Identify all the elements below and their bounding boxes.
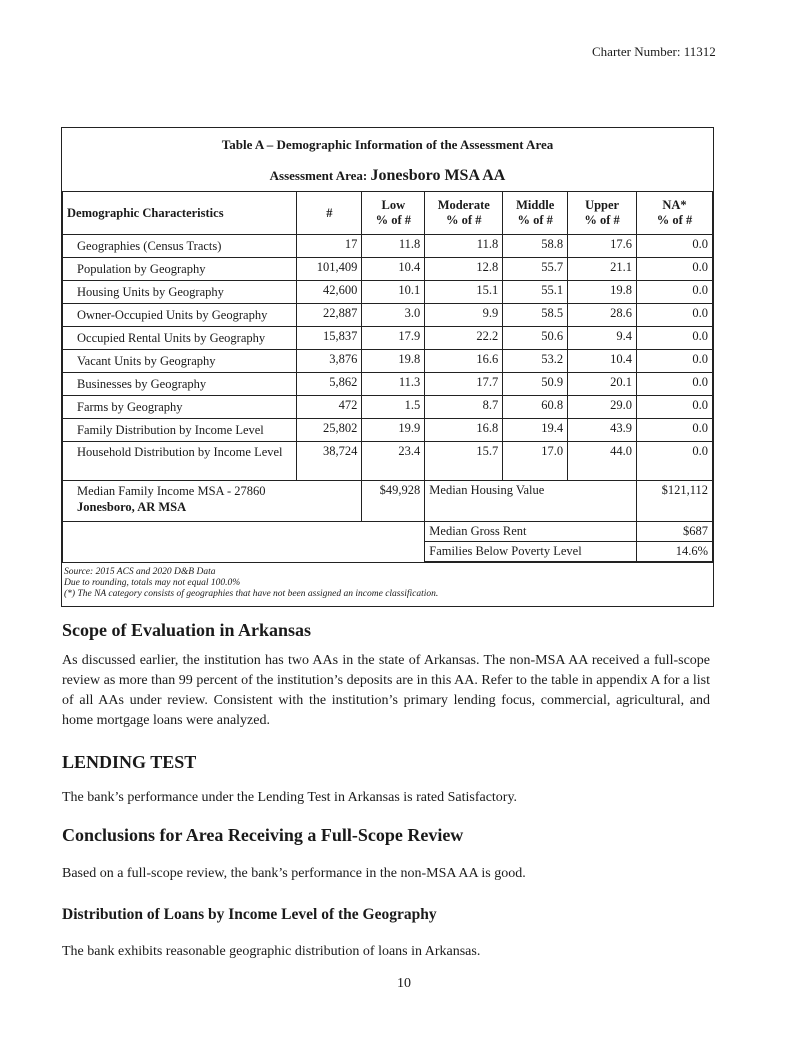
- median-gross-rent-value: $687: [637, 522, 713, 542]
- source-note: Source: 2015 ACS and 2020 D&B Data: [64, 567, 216, 577]
- rounding-note: Due to rounding, totals may not equal 100.0%: [64, 578, 241, 588]
- table-row: Occupied Rental Units by Geography 15,837 17.9 22.2 50.6 9.4 0.0: [63, 327, 713, 350]
- col-header-moderate: Moderate % of #: [425, 192, 503, 235]
- poverty-level-value: 14.6%: [637, 542, 713, 562]
- table-row: Housing Units by Geography 42,600 10.1 15.1 55.1 19.8 0.0: [63, 281, 713, 304]
- col-header-middle: Middle % of #: [503, 192, 568, 235]
- table-title: Table A – Demographic Information of the Assessment Area: [221, 137, 554, 152]
- charter-number: Charter Number: 11312: [592, 44, 716, 59]
- assessment-area-label: Assessment Area:: [269, 168, 371, 183]
- median-gross-rent-label: Median Gross Rent: [425, 522, 637, 542]
- median-housing-value: $121,112: [637, 481, 713, 522]
- median-family-income-value: $49,928: [362, 481, 425, 522]
- scope-heading: Scope of Evaluation in Arkansas: [62, 620, 312, 640]
- col-header-count: #: [297, 192, 362, 235]
- table-row: Vacant Units by Geography 3,876 19.8 16.6 53.2 10.4 0.0: [63, 350, 713, 373]
- page-number: 10: [397, 976, 411, 991]
- table-notes: [62, 562, 713, 606]
- summary-row-income: [63, 481, 713, 522]
- col-header-upper: Upper % of #: [568, 192, 637, 235]
- distribution-heading: Distribution of Loans by Income Level of the Geography: [62, 906, 437, 923]
- table-row: Population by Geography 101,409 10.4 12.8 55.7 21.1 0.0: [63, 258, 713, 281]
- na-note: (*) The NA category consists of geographies that have not been assigned an income classification.: [64, 589, 439, 599]
- lending-test-paragraph: The bank’s performance under the Lending Test in Arkansas is rated Satisfactory.: [62, 790, 518, 805]
- median-family-income-label: Median Family Income MSA - 27860 Jonesboro, AR MSA: [63, 481, 362, 522]
- table-row: Geographies (Census Tracts) 17 11.8 11.8 58.8 17.6 0.0: [63, 235, 713, 258]
- table-row: Owner-Occupied Units by Geography 22,887 3.0 9.9 58.5 28.6 0.0: [63, 304, 713, 327]
- scope-paragraph: As discussed earlier, the institution has two AAs in the state of Arkansas. The non-MSA AA received a full-scope review as more than 99 percent of the institution’s deposits are in this AA. Refer to the table in appendix A for a list of all AAs under review. Consistent with the institution’s primary lending focus, commercial, agricultural, and home mortgage loans were analyzed.: [62, 653, 710, 728]
- poverty-level-label: Families Below Poverty Level: [425, 542, 637, 562]
- table-row: Family Distribution by Income Level 25,802 19.9 16.8 19.4 43.9 0.0: [63, 419, 713, 442]
- demographic-data-table: [62, 191, 713, 562]
- assessment-area-line: [62, 163, 713, 191]
- col-header-characteristics: Demographic Characteristics: [63, 192, 297, 235]
- col-header-na: NA* % of #: [637, 192, 713, 235]
- conclusions-heading: Conclusions for Area Receiving a Full-Scope Review: [62, 825, 464, 845]
- conclusions-paragraph: Based on a full-scope review, the bank’s performance in the non-MSA AA is good.: [62, 866, 526, 881]
- summary-row-rent: [63, 522, 713, 542]
- table-row: Farms by Geography 472 1.5 8.7 60.8 29.0 0.0: [63, 396, 713, 419]
- table-row: Businesses by Geography 5,862 11.3 17.7 50.9 20.1 0.0: [63, 373, 713, 396]
- col-header-low: Low % of #: [362, 192, 425, 235]
- assessment-area-name: Jonesboro MSA AA: [370, 167, 506, 184]
- median-housing-value-label: Median Housing Value: [425, 481, 637, 522]
- table-header-row: [63, 192, 713, 235]
- demographic-table: [61, 127, 714, 607]
- distribution-paragraph: The bank exhibits reasonable geographic distribution of loans in Arkansas.: [62, 944, 481, 959]
- lending-test-heading: LENDING TEST: [62, 752, 197, 772]
- table-row: Household Distribution by Income Level 38,724 23.4 15.7 17.0 44.0 0.0: [63, 442, 713, 481]
